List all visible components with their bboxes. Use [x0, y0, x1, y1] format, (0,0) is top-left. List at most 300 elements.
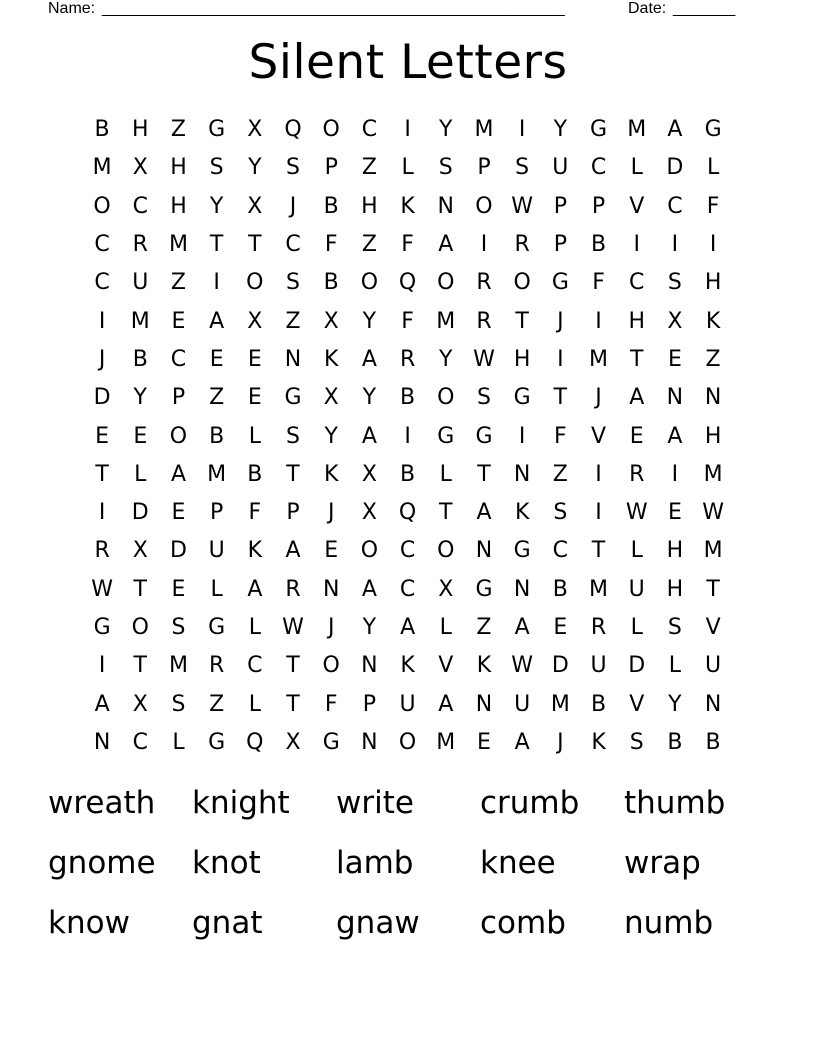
grid-cell[interactable]: P: [553, 193, 567, 219]
date-label: Date:: [628, 0, 667, 17]
grid-cell[interactable]: D: [169, 538, 187, 564]
grid-cell[interactable]: K: [324, 346, 339, 372]
grid-cell[interactable]: Y: [209, 193, 224, 219]
grid-cell[interactable]: P: [362, 691, 377, 717]
grid-cell[interactable]: A: [438, 691, 454, 717]
grid-cell[interactable]: C: [94, 232, 110, 258]
grid-cell[interactable]: A: [514, 615, 530, 640]
grid-cell[interactable]: V: [629, 691, 645, 717]
grid-cell[interactable]: F: [554, 423, 567, 449]
grid-cell[interactable]: S: [171, 615, 186, 640]
grid-cell[interactable]: V: [438, 653, 454, 679]
grid-cell[interactable]: A: [170, 461, 186, 487]
grid-cell[interactable]: T: [515, 308, 529, 334]
grid-cell[interactable]: R: [514, 232, 530, 258]
grid-cell[interactable]: I: [595, 461, 602, 487]
grid-cell[interactable]: Y: [248, 155, 262, 181]
grid-cell[interactable]: B: [132, 346, 148, 372]
date-blank-line[interactable]: _______: [673, 0, 736, 17]
grid-cell[interactable]: G: [208, 615, 226, 640]
grid-cell[interactable]: Y: [553, 117, 568, 143]
grid-cell[interactable]: I: [518, 117, 526, 143]
word-bank-item: gnat: [192, 905, 263, 941]
grid-cell[interactable]: T: [133, 576, 147, 602]
grid-cell[interactable]: B: [590, 691, 607, 717]
grid-cell[interactable]: C: [170, 346, 187, 372]
grid-cell[interactable]: E: [171, 576, 186, 602]
grid-cell[interactable]: E: [667, 500, 682, 526]
grid-cell[interactable]: T: [591, 538, 606, 564]
grid-cell[interactable]: X: [247, 117, 263, 143]
grid-cell[interactable]: T: [706, 576, 720, 602]
grid-cell[interactable]: O: [322, 653, 340, 679]
grid-cell[interactable]: O: [360, 270, 379, 296]
page-title: Silent Letters: [248, 35, 568, 90]
grid-cell[interactable]: W: [511, 653, 534, 679]
grid-cell[interactable]: L: [210, 576, 223, 602]
grid-cell[interactable]: D: [93, 385, 111, 411]
grid-cell[interactable]: P: [171, 385, 186, 411]
grid-cell[interactable]: H: [666, 576, 684, 602]
grid-cell[interactable]: T: [629, 346, 644, 372]
grid-cell[interactable]: T: [439, 500, 453, 526]
grid-cell[interactable]: F: [401, 232, 414, 258]
grid-cell[interactable]: A: [94, 691, 110, 717]
grid-cell[interactable]: Y: [362, 385, 377, 411]
grid-cell[interactable]: Y: [362, 308, 377, 334]
grid-cell[interactable]: N: [513, 576, 531, 602]
grid-cell[interactable]: M: [474, 117, 494, 143]
grid-cell[interactable]: H: [170, 155, 187, 181]
grid-cell[interactable]: I: [595, 308, 602, 334]
grid-cell[interactable]: B: [323, 270, 339, 296]
grid-cell[interactable]: K: [400, 193, 415, 219]
grid-cell[interactable]: L: [248, 691, 261, 717]
grid-cell[interactable]: N: [475, 691, 493, 717]
grid-cell[interactable]: Y: [362, 615, 377, 640]
grid-cell[interactable]: M: [168, 232, 188, 258]
grid-cell[interactable]: L: [134, 461, 147, 487]
grid-cell[interactable]: Z: [209, 691, 225, 717]
grid-cell[interactable]: S: [553, 500, 568, 526]
grid-cell[interactable]: L: [248, 423, 261, 449]
grid-cell[interactable]: O: [475, 193, 493, 219]
grid-cell[interactable]: O: [437, 385, 455, 411]
grid-cell[interactable]: G: [704, 117, 722, 143]
grid-cell[interactable]: I: [98, 653, 106, 679]
grid-cell[interactable]: N: [437, 193, 455, 219]
grid-cell[interactable]: G: [284, 385, 302, 411]
word-bank-item: write: [336, 785, 414, 821]
grid-cell[interactable]: Z: [705, 346, 721, 372]
grid-cell[interactable]: T: [477, 461, 491, 487]
grid-cell[interactable]: V: [629, 193, 645, 219]
grid-cell[interactable]: S: [629, 729, 644, 755]
grid-cell[interactable]: T: [133, 653, 147, 679]
grid-cell[interactable]: M: [589, 346, 609, 372]
grid-cell[interactable]: R: [94, 538, 110, 564]
grid-cell[interactable]: Z: [209, 385, 225, 411]
grid-cell[interactable]: I: [671, 232, 679, 258]
grid-cell[interactable]: U: [514, 691, 531, 717]
grid-cell[interactable]: L: [630, 155, 643, 181]
grid-cell[interactable]: A: [361, 576, 377, 602]
grid-cell[interactable]: X: [247, 193, 263, 219]
grid-cell[interactable]: Y: [133, 385, 147, 411]
grid-cell[interactable]: P: [477, 155, 491, 181]
grid-cell[interactable]: Z: [361, 232, 377, 258]
grid-cell[interactable]: Z: [552, 461, 568, 487]
grid-cell[interactable]: I: [633, 232, 640, 258]
grid-cell[interactable]: I: [404, 423, 411, 449]
grid-cell[interactable]: V: [591, 423, 607, 449]
grid-cell[interactable]: K: [324, 461, 339, 487]
grid-cell[interactable]: L: [706, 155, 720, 181]
grid-cell[interactable]: S: [515, 155, 530, 181]
grid-cell[interactable]: A: [361, 346, 377, 372]
grid-cell[interactable]: Z: [170, 117, 186, 143]
grid-cell[interactable]: J: [289, 193, 297, 219]
grid-cell[interactable]: N: [361, 653, 378, 679]
grid-cell[interactable]: N: [475, 538, 493, 564]
grid-cell[interactable]: P: [286, 500, 300, 526]
grid-cell[interactable]: H: [704, 423, 722, 449]
grid-cell[interactable]: G: [551, 270, 569, 296]
grid-cell[interactable]: O: [246, 270, 264, 296]
grid-cell[interactable]: N: [284, 346, 302, 372]
grid-cell[interactable]: J: [557, 308, 564, 334]
grid-cell[interactable]: T: [286, 691, 300, 717]
grid-cell[interactable]: E: [171, 500, 186, 526]
grid-cell[interactable]: O: [169, 423, 188, 449]
grid-cell[interactable]: U: [628, 576, 645, 602]
grid-cell[interactable]: M: [92, 155, 112, 181]
grid-cell[interactable]: P: [210, 500, 224, 526]
grid-cell[interactable]: W: [702, 500, 724, 526]
grid-cell[interactable]: T: [553, 385, 568, 411]
grid-cell[interactable]: R: [629, 461, 645, 487]
grid-cell[interactable]: B: [400, 385, 416, 411]
grid-cell[interactable]: R: [399, 346, 416, 372]
grid-cell[interactable]: I: [480, 232, 488, 258]
grid-cell[interactable]: V: [705, 615, 721, 640]
grid-cell[interactable]: Q: [398, 270, 417, 296]
grid-cell[interactable]: B: [667, 729, 683, 755]
grid-cell[interactable]: X: [132, 155, 148, 181]
grid-cell[interactable]: J: [595, 385, 602, 411]
grid-cell[interactable]: K: [705, 308, 721, 334]
grid-cell[interactable]: K: [591, 729, 606, 755]
grid-cell[interactable]: U: [208, 538, 225, 564]
grid-cell[interactable]: U: [552, 155, 569, 181]
grid-cell[interactable]: A: [361, 423, 377, 449]
grid-cell[interactable]: N: [322, 576, 340, 602]
grid-cell[interactable]: M: [627, 117, 647, 143]
grid-cell[interactable]: P: [324, 155, 338, 181]
grid-cell[interactable]: B: [209, 423, 225, 449]
grid-cell[interactable]: M: [207, 461, 227, 487]
grid-cell[interactable]: F: [324, 691, 338, 717]
grid-cell[interactable]: X: [247, 308, 263, 334]
grid-cell[interactable]: E: [324, 538, 339, 564]
grid-cell[interactable]: B: [247, 461, 263, 487]
grid-cell[interactable]: X: [667, 308, 683, 334]
grid-cell[interactable]: E: [553, 615, 568, 640]
grid-cell[interactable]: A: [438, 232, 454, 258]
word-bank-item: crumb: [480, 785, 580, 821]
grid-cell[interactable]: K: [247, 538, 263, 564]
grid-cell[interactable]: K: [476, 653, 492, 679]
grid-cell[interactable]: J: [327, 500, 335, 526]
grid-cell[interactable]: I: [671, 461, 679, 487]
grid-cell[interactable]: D: [551, 653, 569, 679]
grid-cell[interactable]: O: [360, 538, 379, 564]
grid-cell[interactable]: T: [286, 461, 300, 487]
grid-cell[interactable]: M: [703, 461, 723, 487]
grid-cell[interactable]: X: [323, 308, 339, 334]
grid-cell[interactable]: N: [666, 385, 684, 411]
grid-cell[interactable]: A: [514, 729, 530, 755]
grid-cell[interactable]: C: [399, 576, 416, 602]
grid-cell[interactable]: H: [513, 346, 531, 372]
grid-cell[interactable]: A: [400, 615, 416, 640]
grid-cell[interactable]: S: [667, 615, 682, 640]
grid-cell[interactable]: Y: [439, 117, 453, 143]
grid-cell[interactable]: L: [439, 461, 452, 487]
grid-cell[interactable]: C: [590, 155, 607, 181]
grid-cell[interactable]: G: [475, 576, 493, 602]
grid-cell[interactable]: D: [131, 500, 149, 526]
grid-cell[interactable]: B: [552, 576, 568, 602]
grid-cell[interactable]: E: [133, 423, 148, 449]
grid-cell[interactable]: N: [704, 385, 722, 411]
grid-cell[interactable]: C: [132, 193, 148, 219]
grid-cell[interactable]: Z: [170, 270, 186, 296]
grid-cell[interactable]: S: [171, 691, 186, 717]
grid-cell[interactable]: F: [706, 193, 720, 219]
grid-cell[interactable]: Y: [439, 346, 453, 372]
grid-cell[interactable]: H: [628, 308, 645, 334]
grid-cell[interactable]: W: [91, 576, 113, 602]
grid-cell[interactable]: S: [667, 270, 682, 296]
grid-cell[interactable]: G: [208, 117, 226, 143]
grid-cell[interactable]: C: [629, 270, 645, 296]
grid-cell[interactable]: A: [629, 385, 645, 411]
grid-cell[interactable]: Q: [246, 729, 264, 755]
grid-cell[interactable]: G: [322, 729, 340, 755]
grid-cell[interactable]: I: [98, 308, 106, 334]
grid-cell[interactable]: X: [285, 729, 301, 755]
grid-cell[interactable]: B: [705, 729, 721, 755]
grid-cell[interactable]: F: [248, 500, 262, 526]
grid-cell[interactable]: G: [437, 423, 455, 449]
grid-cell[interactable]: K: [514, 500, 530, 526]
grid-cell[interactable]: W: [473, 346, 495, 372]
grid-cell[interactable]: O: [437, 270, 455, 296]
grid-cell[interactable]: O: [131, 615, 149, 640]
grid-cell[interactable]: N: [704, 691, 722, 717]
grid-cell[interactable]: B: [94, 117, 110, 143]
grid-cell[interactable]: N: [513, 461, 531, 487]
grid-cell[interactable]: G: [208, 729, 226, 755]
grid-cell[interactable]: J: [557, 729, 564, 755]
letter-grid: [83, 111, 731, 762]
grid-cell[interactable]: M: [436, 308, 456, 334]
grid-cell[interactable]: E: [95, 423, 110, 449]
grid-cell[interactable]: O: [437, 538, 455, 564]
grid-cell[interactable]: O: [513, 270, 531, 296]
grid-cell[interactable]: T: [248, 232, 262, 258]
grid-cell[interactable]: X: [132, 691, 148, 717]
grid-cell[interactable]: H: [132, 117, 149, 143]
grid-cell[interactable]: I: [404, 117, 411, 143]
grid-cell[interactable]: F: [592, 270, 605, 296]
grid-cell[interactable]: T: [286, 653, 300, 679]
grid-cell[interactable]: C: [132, 729, 148, 755]
grid-cell[interactable]: G: [590, 117, 608, 143]
grid-cell[interactable]: A: [247, 576, 263, 602]
grid-cell[interactable]: K: [400, 653, 415, 679]
grid-cell[interactable]: X: [132, 538, 148, 564]
grid-cell[interactable]: I: [709, 232, 717, 258]
grid-cell[interactable]: A: [667, 423, 683, 449]
grid-cell[interactable]: O: [398, 729, 417, 755]
grid-cell[interactable]: G: [513, 385, 531, 411]
word-bank-item: wreath: [48, 785, 156, 821]
grid-cell[interactable]: Y: [324, 423, 338, 449]
grid-cell[interactable]: U: [590, 653, 607, 679]
grid-cell[interactable]: X: [361, 461, 377, 487]
grid-cell[interactable]: L: [630, 615, 643, 640]
grid-cell[interactable]: H: [704, 270, 722, 296]
grid-cell[interactable]: X: [361, 500, 377, 526]
grid-cell[interactable]: M: [168, 653, 188, 679]
grid-cell[interactable]: A: [667, 117, 683, 143]
grid-cell[interactable]: B: [323, 193, 339, 219]
grid-cell[interactable]: W: [282, 615, 304, 640]
grid-cell[interactable]: L: [248, 615, 261, 640]
grid-cell[interactable]: X: [438, 576, 454, 602]
grid-cell[interactable]: C: [552, 538, 569, 564]
grid-cell[interactable]: U: [399, 691, 416, 717]
grid-cell[interactable]: E: [477, 729, 491, 755]
grid-cell[interactable]: U: [132, 270, 149, 296]
grid-cell[interactable]: J: [327, 615, 335, 640]
grid-cell[interactable]: I: [213, 270, 220, 296]
grid-cell[interactable]: O: [93, 193, 111, 219]
grid-cell[interactable]: C: [94, 270, 110, 296]
grid-cell[interactable]: S: [438, 155, 453, 181]
grid-cell[interactable]: M: [589, 576, 609, 602]
grid-cell[interactable]: L: [401, 155, 414, 181]
grid-cell[interactable]: E: [247, 346, 262, 372]
word-bank-item: thumb: [624, 785, 726, 821]
grid-cell[interactable]: L: [172, 729, 185, 755]
grid-cell[interactable]: B: [400, 461, 416, 487]
grid-cell[interactable]: J: [98, 346, 106, 372]
grid-cell[interactable]: P: [553, 232, 567, 258]
grid-cell[interactable]: A: [476, 500, 492, 526]
grid-cell[interactable]: W: [625, 500, 648, 526]
grid-cell[interactable]: A: [209, 308, 225, 334]
grid-cell[interactable]: T: [209, 232, 224, 258]
grid-cell[interactable]: X: [323, 385, 339, 411]
grid-cell[interactable]: R: [209, 653, 225, 679]
grid-cell[interactable]: I: [98, 500, 106, 526]
grid-cell[interactable]: M: [436, 729, 456, 755]
grid-cell[interactable]: N: [361, 729, 378, 755]
grid-cell[interactable]: C: [667, 193, 683, 219]
grid-cell[interactable]: R: [590, 615, 607, 640]
grid-cell[interactable]: I: [595, 500, 602, 526]
grid-cell[interactable]: H: [170, 193, 187, 219]
grid-cell[interactable]: S: [476, 385, 491, 411]
grid-cell[interactable]: R: [476, 308, 492, 334]
grid-cell[interactable]: L: [668, 653, 682, 679]
grid-cell[interactable]: C: [247, 653, 263, 679]
grid-cell[interactable]: C: [361, 117, 378, 143]
grid-cell[interactable]: E: [247, 385, 262, 411]
grid-cell[interactable]: M: [130, 308, 150, 334]
grid-cell[interactable]: R: [285, 576, 301, 602]
grid-cell[interactable]: S: [286, 155, 301, 181]
grid-cell[interactable]: H: [666, 538, 684, 564]
grid-cell[interactable]: I: [518, 423, 526, 449]
grid-cell[interactable]: C: [399, 538, 416, 564]
grid-cell[interactable]: F: [401, 308, 414, 334]
grid-cell[interactable]: E: [667, 346, 682, 372]
grid-cell[interactable]: F: [324, 232, 338, 258]
grid-cell[interactable]: L: [630, 538, 643, 564]
grid-cell[interactable]: G: [475, 423, 493, 449]
grid-cell[interactable]: O: [322, 117, 340, 143]
grid-cell[interactable]: S: [209, 155, 224, 181]
grid-cell[interactable]: Q: [284, 117, 302, 143]
grid-cell[interactable]: G: [513, 538, 531, 564]
grid-cell[interactable]: E: [171, 308, 186, 334]
grid-cell[interactable]: A: [285, 538, 301, 564]
grid-cell[interactable]: H: [361, 193, 378, 219]
grid-cell[interactable]: C: [285, 232, 301, 258]
grid-cell[interactable]: S: [286, 423, 301, 449]
grid-cell[interactable]: Z: [361, 155, 377, 181]
grid-cell[interactable]: R: [476, 270, 492, 296]
grid-cell[interactable]: U: [705, 653, 722, 679]
grid-cell[interactable]: M: [703, 538, 723, 564]
name-label: Name:: [48, 0, 96, 17]
grid-cell[interactable]: L: [439, 615, 452, 640]
grid-cell[interactable]: I: [557, 346, 564, 372]
grid-cell[interactable]: D: [666, 155, 684, 181]
grid-cell[interactable]: D: [628, 653, 646, 679]
grid-cell[interactable]: Q: [398, 500, 417, 526]
grid-cell[interactable]: R: [132, 232, 148, 258]
grid-cell[interactable]: T: [95, 461, 109, 487]
grid-cell[interactable]: Z: [476, 615, 492, 640]
grid-cell[interactable]: Z: [285, 308, 301, 334]
name-blank-line[interactable]: ____________________________________________________: [102, 0, 565, 17]
grid-cell[interactable]: N: [93, 729, 111, 755]
grid-cell[interactable]: E: [629, 423, 644, 449]
grid-cell[interactable]: Y: [668, 691, 682, 717]
grid-cell[interactable]: M: [550, 691, 570, 717]
grid-cell[interactable]: G: [93, 615, 111, 640]
grid-cell[interactable]: W: [511, 193, 534, 219]
grid-cell[interactable]: P: [591, 193, 606, 219]
grid-cell[interactable]: E: [209, 346, 224, 372]
grid-cell[interactable]: S: [286, 270, 301, 296]
grid-cell[interactable]: B: [590, 232, 607, 258]
